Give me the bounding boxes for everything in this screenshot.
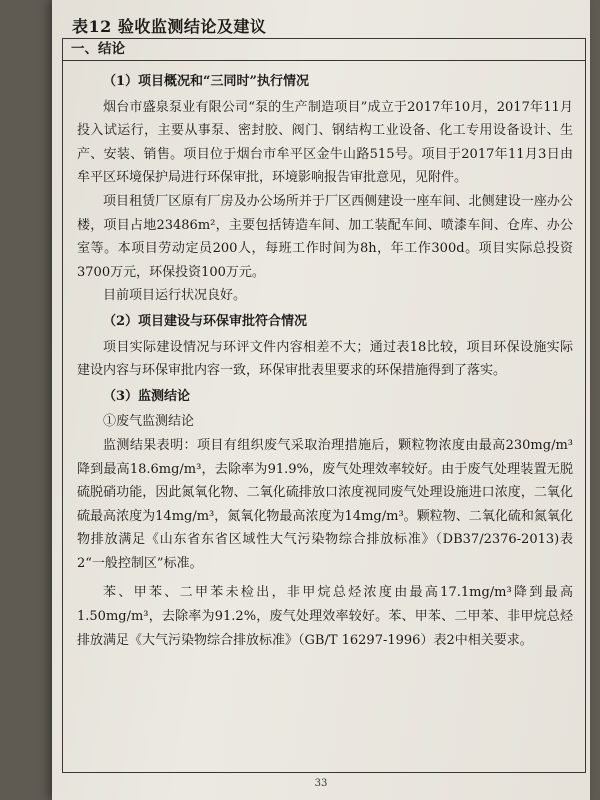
- subsection-1-heading: （1）项目概况和“三同时”执行情况: [103, 74, 310, 89]
- page-number: 33: [314, 778, 328, 789]
- paragraph-2: 项目租赁厂区原有厂房及办公场所并于厂区西侧建设一座车间、北侧建设一座办公楼，项目占地23486m²，主要包括铸造车间、加工装配车间、喷漆车间、仓库、办公室等。本项目劳动定员200人，每班工作时间为8h，年工作300d。项目实际总投资3700万元，环保投资100万元。: [77, 193, 573, 280]
- paragraph-1: 烟台市盛泉泵业有限公司“泵的生产制造项目”成立于2017年10月，2017年11月投入试运行，主要从事泵、密封胶、阀门、钢结构工业设备、化工专用设备设计、生产、安装、销售。项目位于烟台市牟平区金牛山路515号。项目于2017年11月3日由牟平区环境保护局进行环保审批，环境影响报告审批意见，见附件。: [77, 99, 573, 186]
- paragraph-5: 监测结果表明：项目有组织废气采取治理措施后，颗粒物浓度由最高230mg/m³降到最高18.6mg/m³，去除率为91.9%，废气处理效率较好。由于废气处理装置无脱硫脱硝功能，因此氮氧化物、二氧化硫排放口浓度视同废气处理设施进口浓度，二氧化硫最高浓度为14mg/m³，氮氧化物最高浓度为14mg/m³。颗粒物、二氧化硫和氮氧化物排放满足《山东省东省区域性大气污染物综合排放标准》（DB37/2376-2013)表2“一般控制区”标准。: [77, 437, 573, 571]
- section-heading: 一、结论: [63, 38, 585, 61]
- page-title: 表12 验收监测结论及建议: [72, 17, 267, 36]
- subsection-3-subheading: ①废气监测结论: [103, 414, 195, 430]
- paragraph-4: 项目实际建设情况与环评文件内容相差不大；通过表18比较，项目环保设施实际建设内容与环保审批内容一致，环保审批表里要求的环保措施得到了落实。: [77, 339, 573, 379]
- content-frame: [62, 38, 586, 773]
- document-page: [52, 0, 590, 800]
- content-body: [77, 68, 573, 652]
- paragraph-3: 目前项目运行状况良好。: [103, 288, 247, 304]
- subsection-2-heading: （2）项目建设与环保审批符合情况: [103, 313, 308, 329]
- paragraph-6: 苯、甲苯、二甲苯未检出，非甲烷总烃浓度由最高17.1mg/m³降到最高1.50mg/m³，去除率为91.2%，废气处理效率较好。苯、甲苯、二甲苯、非甲烷总烃排放满足《大气污染物综合排放标准》（GB/T 16297-1996）表2中相关要求。: [77, 585, 573, 648]
- subsection-3-heading: （3）监测结论: [103, 388, 191, 404]
